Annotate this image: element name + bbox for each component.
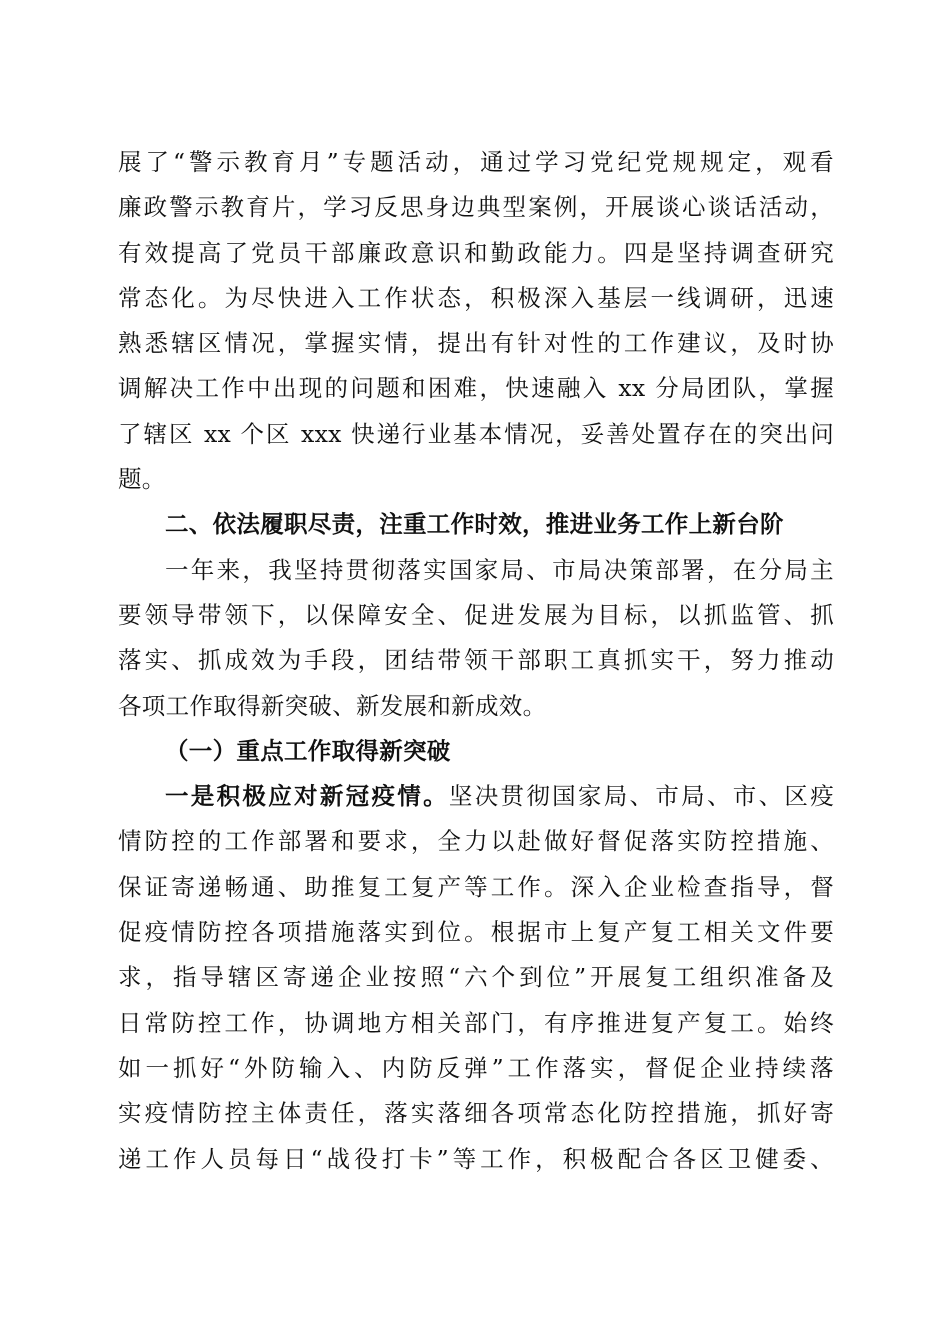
item-first-line-rest: 坚决贯彻国家局、市局、市、区疫 <box>448 782 834 811</box>
section-heading: 二、依法履职尽责，注重工作时效，推进业务工作上新台阶 <box>165 510 784 539</box>
paragraph-line: 促疫情防控各项措施落实到位。根据市上复产复工相关文件要 <box>118 918 834 947</box>
paragraph-line: 保证寄递畅通、助推复工复产等工作。深入企业检查指导，督 <box>118 872 834 901</box>
paragraph-line: 如一抓好“外防输入、内防反弹”工作落实，督促企业持续落 <box>118 1053 834 1082</box>
paragraph-line: 落实、抓成效为手段，团结带领干部职工真抓实干，努力推动 <box>118 646 834 675</box>
item-first-line <box>118 774 834 819</box>
paragraph-line: 展了“警示教育月”专题活动，通过学习党纪党规规定，观看 <box>118 148 834 176</box>
paragraph-line: 情防控的工作部署和要求，全力以赴做好督促落实防控措施、 <box>118 827 834 856</box>
paragraph-line: 各项工作取得新突破、新发展和新成效。 <box>118 691 547 720</box>
subsection-heading: （一）重点工作取得新突破 <box>165 736 451 765</box>
paragraph-line: 题。 <box>118 465 166 494</box>
paragraph-line: 熟悉辖区情况，掌握实情，提出有针对性的工作建议，及时协 <box>118 329 834 358</box>
paragraph-line: 递工作人员每日“战役打卡”等工作，积极配合各区卫健委、 <box>118 1144 834 1173</box>
paragraph-line: 求，指导辖区寄递企业按照“六个到位”开展复工组织准备及 <box>118 963 834 992</box>
paragraph-line: 一年来，我坚持贯彻落实国家局、市局决策部署，在分局主 <box>165 555 834 584</box>
item-lead: 一是积极应对新冠疫情。 <box>165 782 449 811</box>
paragraph-line: 了辖区 xx 个区 xxx 快递行业基本情况，妥善处置存在的突出问 <box>118 419 834 448</box>
paragraph-line: 常态化。为尽快进入工作状态，积极深入基层一线调研，迅速 <box>118 283 834 312</box>
document-page <box>118 140 834 1182</box>
paragraph-line: 实疫情防控主体责任，落实落细各项常态化防控措施，抓好寄 <box>118 1099 834 1128</box>
paragraph-line: 日常防控工作，协调地方相关部门，有序推进复产复工。始终 <box>118 1008 834 1037</box>
paragraph-line: 要领导带领下，以保障安全、促进发展为目标，以抓监管、抓 <box>118 600 834 629</box>
paragraph-line: 有效提高了党员干部廉政意识和勤政能力。四是坚持调查研究 <box>118 238 834 267</box>
paragraph-line: 调解决工作中出现的问题和困难，快速融入 xx 分局团队，掌握 <box>118 374 834 403</box>
paragraph-line: 廉政警示教育片，学习反思身边典型案例，开展谈心谈话活动， <box>118 193 834 222</box>
